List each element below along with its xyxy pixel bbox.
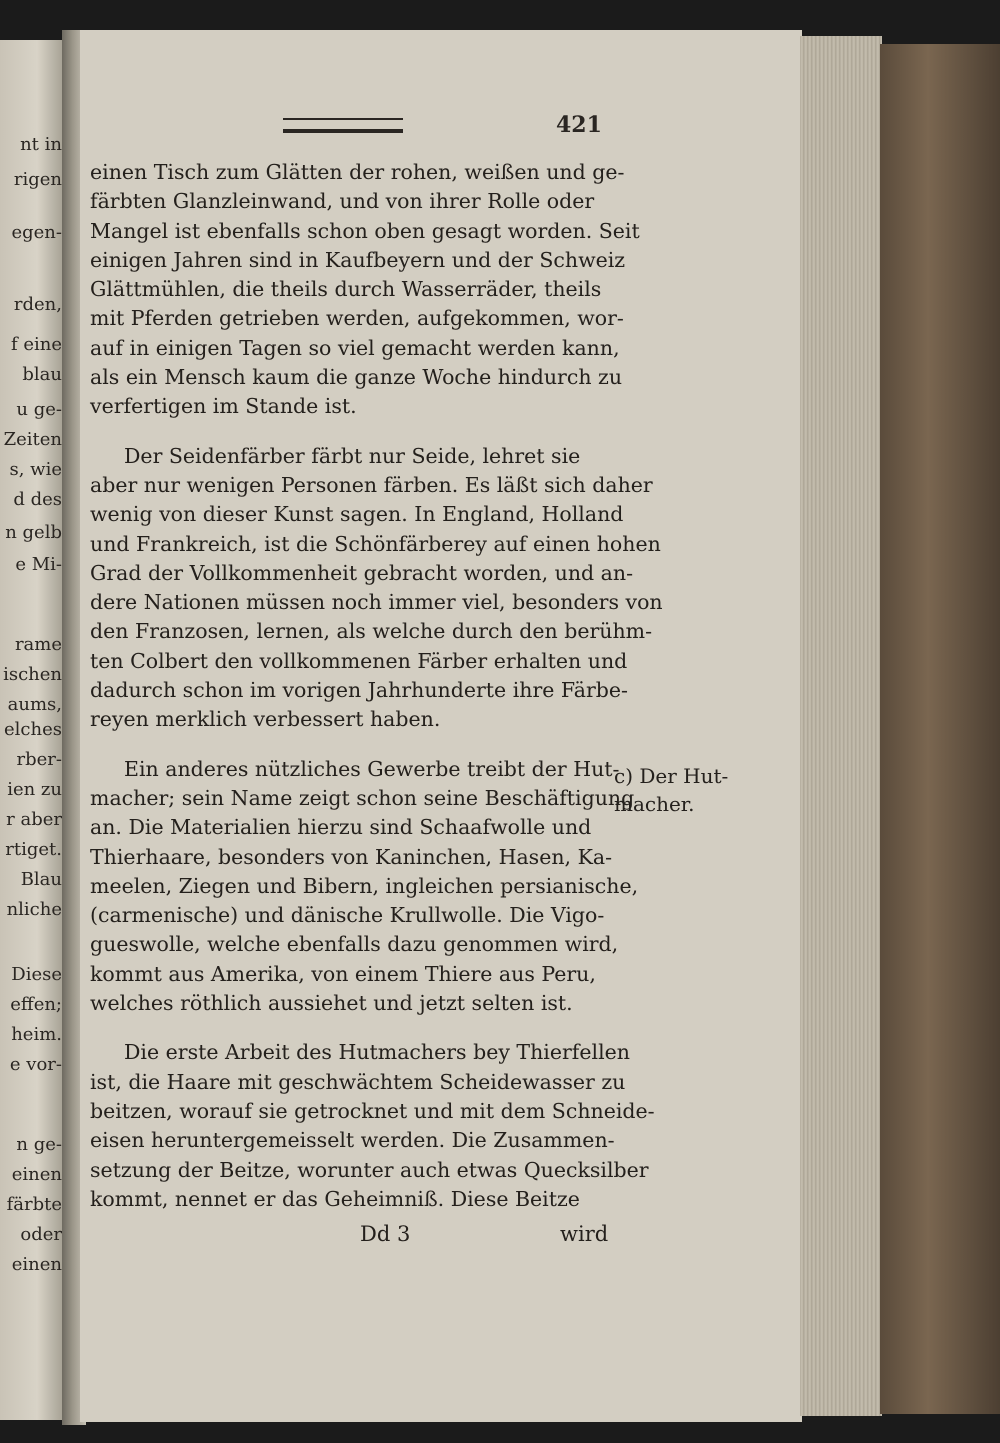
text-line: welches röthlich aussiehet und jetzt selten ist.	[90, 991, 573, 1016]
paragraph	[90, 442, 663, 735]
left-page-fragment: effen;	[10, 994, 62, 1015]
text-line: Glättmühlen, die theils durch Wasserräder, theils	[90, 277, 602, 302]
book-cover-edge	[880, 44, 1000, 1414]
text-line: eisen heruntergemeisselt werden. Die Zusammen-	[90, 1128, 615, 1153]
text-line: Thierhaare, besonders von Kaninchen, Hasen, Ka-	[90, 844, 613, 869]
left-page-fragment: rber-	[16, 749, 62, 770]
text-line: an. Die Materialien hierzu sind Schaafwolle und	[90, 815, 592, 840]
left-page-fragment: rden,	[13, 294, 62, 315]
left-page-fragment: r aber	[6, 809, 62, 830]
left-page-fragment: e vor-	[9, 1054, 62, 1075]
left-page-fragment: e Mi-	[15, 554, 62, 575]
marginal-note-line: c) Der Hut-	[614, 764, 729, 788]
text-line: aber nur wenigen Personen färben. Es läßt sich daher	[90, 472, 653, 497]
text-line: verfertigen im Stande ist.	[90, 394, 357, 419]
text-line: färbten Glanzleinwand, und von ihrer Rolle oder	[90, 189, 595, 214]
page-number: 421	[556, 112, 602, 138]
left-page-fragment: n gelb	[5, 522, 62, 543]
left-page-fragment: egen-	[11, 222, 62, 243]
text-line: einigen Jahren sind in Kaufbeyern und der Schweiz	[90, 247, 626, 272]
text-line: auf in einigen Tagen so viel gemacht werden kann,	[90, 335, 620, 360]
text-line: Grad der Vollkommenheit gebracht worden, und an-	[90, 560, 634, 585]
left-page-fragment: rtiget.	[5, 839, 62, 860]
text-line: den Franzosen, lernen, als welche durch den berühm-	[90, 619, 653, 644]
text-line: mit Pferden getrieben werden, aufgekommen, wor-	[90, 306, 624, 331]
text-line: setzung der Beitze, worunter auch etwas Quecksilber	[90, 1157, 649, 1182]
left-page-fragment: Zeiten	[3, 429, 62, 450]
left-page-fragment: heim.	[11, 1024, 62, 1045]
text-line: (carmenische) und dänische Krullwolle. Die Vigo-	[90, 903, 605, 928]
left-page-fragment: n ge-	[16, 1134, 62, 1155]
left-page-fragment: Blau	[20, 869, 62, 890]
text-line: kommt aus Amerika, von einem Thiere aus Peru,	[90, 961, 596, 986]
text-line: Die erste Arbeit des Hutmachers bey Thierfellen	[124, 1040, 630, 1065]
text-line: macher; sein Name zeigt schon seine Beschäftigung	[90, 785, 635, 810]
left-page-fragment: färbte	[6, 1194, 62, 1215]
left-page-fragment: blau	[22, 364, 62, 385]
paragraph	[90, 158, 640, 422]
left-page-fragment: elches	[4, 719, 62, 740]
left-page-fragment: aums,	[7, 694, 62, 715]
left-page-fragment: nliche	[6, 899, 62, 920]
left-page-fragment: Diese	[11, 964, 62, 985]
left-page-fragment: rame	[14, 634, 62, 655]
text-line: reyen merklich verbessert haben.	[90, 707, 441, 732]
text-line: gueswolle, welche ebenfalls dazu genommen wird,	[90, 932, 619, 957]
text-line: ist, die Haare mit geschwächtem Scheidewasser zu	[90, 1069, 626, 1094]
marginal-note	[614, 762, 728, 818]
text-line: und Frankreich, ist die Schönfärberey auf einen hohen	[90, 531, 661, 556]
text-line: einen Tisch zum Glätten der rohen, weißen und ge-	[90, 160, 625, 184]
left-page-fragment: einen	[11, 1254, 62, 1275]
left-page-fragment: nt in	[20, 134, 62, 155]
left-page-fragment: f eine	[10, 334, 62, 355]
text-line: als ein Mensch kaum die ganze Woche hindurch zu	[90, 365, 623, 390]
text-line: Der Seidenfärber färbt nur Seide, lehret sie	[124, 443, 581, 468]
left-page-fragment: u ge-	[16, 399, 62, 420]
text-line: dadurch schon im vorigen Jahrhunderte ihre Färbe-	[90, 678, 628, 703]
text-line: Ein anderes nützliches Gewerbe treibt der Hut-	[124, 756, 620, 781]
text-line: wenig von dieser Kunst sagen. In England, Holland	[90, 502, 624, 527]
signature-mark: Dd 3	[360, 1222, 411, 1246]
left-page-fragment: ischen	[3, 664, 62, 685]
body-text	[90, 158, 663, 1234]
text-line: beitzen, worauf sie getrocknet und mit dem Schneide-	[90, 1098, 655, 1123]
catchword: wird	[560, 1222, 609, 1246]
paragraph	[90, 755, 639, 1019]
header-rule	[283, 118, 403, 133]
text-line: meelen, Ziegen und Bibern, ingleichen persianische,	[90, 873, 639, 898]
text-line: ten Colbert den vollkommenen Färber erhalten und	[90, 648, 628, 673]
paragraph	[90, 1038, 655, 1214]
text-line: dere Nationen müssen noch immer viel, besonders von	[90, 590, 663, 615]
left-page-fragment: rigen	[13, 169, 62, 190]
page-fore-edge	[800, 36, 882, 1416]
text-line: kommt, nennet er das Geheimniß. Diese Beitze	[90, 1186, 580, 1211]
marginal-note-line: macher.	[614, 792, 695, 816]
left-page-fragment: d des	[13, 489, 62, 510]
left-page-fragment: s, wie	[9, 459, 62, 480]
left-page-fragment: einen	[11, 1164, 62, 1185]
left-page-fragment: oder	[20, 1224, 62, 1245]
text-line: Mangel ist ebenfalls schon oben gesagt worden. Seit	[90, 218, 640, 243]
left-facing-page	[0, 40, 62, 1420]
left-page-fragment: ien zu	[7, 779, 62, 800]
